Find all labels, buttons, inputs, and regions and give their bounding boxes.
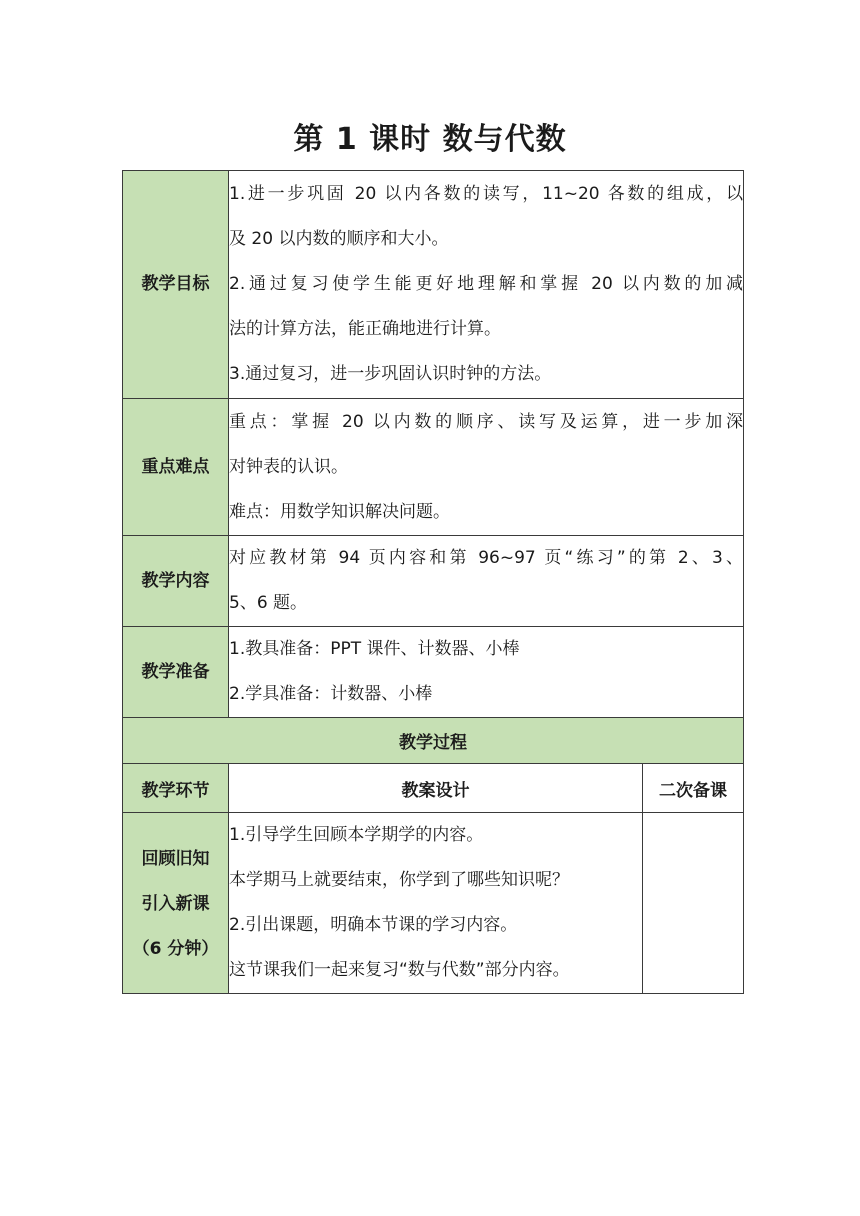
goals-row: [123, 171, 744, 399]
key-points-line: 对钟表的认识。: [229, 456, 348, 477]
goals-label: 教学目标: [123, 171, 229, 399]
content-line: 5、6 题。: [229, 593, 308, 613]
goals-line: 1.进一步巩固 20 以内各数的读写，11~20 各数的组成，以: [229, 184, 744, 204]
column-header-design: 教案设计: [229, 764, 643, 813]
preparation-content: [229, 627, 744, 718]
preparation-line: 2.学具准备：计数器、小棒: [229, 684, 433, 704]
content-row: [123, 536, 744, 627]
goals-line: 及 20 以内数的顺序和大小。: [229, 229, 449, 249]
column-header-stage: 教学环节: [123, 764, 229, 813]
key-points-line: 难点：用数学知识解决问题。: [229, 501, 450, 522]
process-stage: [123, 813, 229, 994]
process-design-line: 这节课我们一起来复习“数与代数”部分内容。: [229, 960, 570, 980]
goals-content: [229, 171, 744, 399]
content-label: 教学内容: [123, 536, 229, 627]
goals-line: 3.通过复习，进一步巩固认识时钟的方法。: [229, 364, 552, 384]
process-stage-line: 引入新课: [141, 893, 210, 914]
content-line: 对应教材第 94 页内容和第 96~97 页“练习”的第 2、3、: [229, 548, 744, 568]
process-notes: [643, 813, 744, 994]
preparation-row: [123, 627, 744, 718]
key-points-line: 重点：掌握 20 以内数的顺序、读写及运算，进一步加深: [229, 411, 744, 432]
key-points-row: [123, 399, 744, 536]
column-header-notes: 二次备课: [643, 764, 744, 813]
key-points-content: [229, 399, 744, 536]
lesson-plan-table: [122, 170, 744, 994]
process-columns-row: [123, 764, 744, 813]
process-design: [229, 813, 643, 994]
process-heading-row: [123, 718, 744, 764]
goals-line: 2.通过复习使学生能更好地理解和掌握 20 以内数的加减: [229, 274, 744, 294]
page-title: 第 1 课时 数与代数: [293, 122, 567, 157]
process-stage-line: 回顾旧知: [141, 848, 210, 869]
process-design-line: 1.引导学生回顾本学期学的内容。: [229, 825, 484, 845]
preparation-label: 教学准备: [123, 627, 229, 718]
process-design-line: 2.引出课题，明确本节课的学习内容。: [229, 915, 518, 935]
process-heading: 教学过程: [123, 718, 744, 764]
key-points-label: 重点难点: [123, 399, 229, 536]
goals-line: 法的计算方法，能正确地进行计算。: [229, 319, 501, 339]
process-stage-line: （6 分钟）: [132, 938, 219, 959]
process-design-line: 本学期马上就要结束，你学到了哪些知识呢？: [229, 870, 569, 890]
preparation-line: 1.教具准备：PPT 课件、计数器、小棒: [229, 639, 520, 659]
process-row: [123, 813, 744, 994]
content-content: [229, 536, 744, 627]
